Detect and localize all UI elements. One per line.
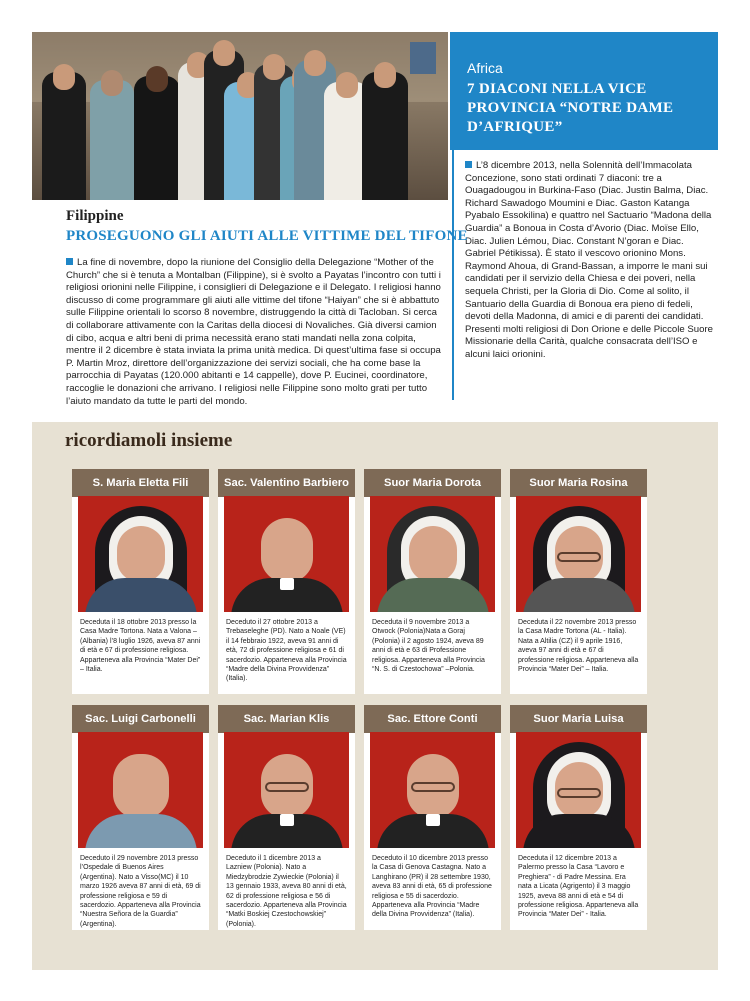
- card-name: Suor Maria Dorota: [364, 469, 501, 497]
- card-text: Deceduta il 9 novembre 2013 a Otwock (Polonia)Nata a Goraj (Polonia) il 2 agosto 1924, aveva 89 anni di età e 63 di Professione religiosa. Apparteneva alla Provincia “N. S. di Czestochowa” –Polonia.: [372, 619, 485, 674]
- card-name: Sac. Marian Klis: [218, 705, 355, 733]
- portrait-photo: [224, 496, 349, 612]
- card-name: Suor Maria Rosina: [510, 469, 647, 497]
- africa-divider: [452, 150, 454, 400]
- memorial-card: [364, 469, 501, 694]
- philippines-title: PROSEGUONO GLI AIUTI ALLE VITTIME DEL TIFONE: [66, 228, 468, 244]
- memorial-card: [218, 469, 355, 694]
- memorial-card: [510, 469, 647, 694]
- memorial-card: [72, 705, 209, 930]
- card-text: Deceduta il 18 ottobre 2013 presso la Casa Madre Tortona. Nata a Valona – (Albania) l’8 luglio 1926, aveva 87 anni di età e 67 di professione religiosa. Apparteneva alla Provincia “Mater Dei” – Italia.: [80, 619, 201, 674]
- portrait-photo: [516, 496, 641, 612]
- portrait-photo: [78, 496, 203, 612]
- card-name: Suor Maria Luisa: [510, 705, 647, 733]
- memorial-card: [510, 705, 647, 930]
- card-text: Deceduto il 29 novembre 2013 presso l’Ospedale di Buenos Aires (Argentina). Nato a Visso(MC) il 10 marzo 1926 aveva 87 anni di età, 69 di professione religiosa e 59 di sacerdozio. Apparteneva alla Provincia “Nuestra Señora de la Guardia” (Argentina).: [80, 855, 201, 928]
- card-text: Deceduto il 27 ottobre 2013 a Trebaseleghe (PD). Nato a Noale (VE) il 14 febbraio 1922, aveva 91 anni di età, 72 di professione religiosa e 61 di sacerdozio. Apparteneva alla Provincia “Madre della Divina Provvidenza” (Italia).: [226, 619, 347, 683]
- africa-title: 7 DIACONI NELLA VICE PROVINCIA “NOTRE DAME D’AFRIQUE”: [467, 81, 674, 135]
- portrait-photo: [516, 732, 641, 848]
- philippines-region: Filippine: [66, 208, 124, 224]
- africa-header: [450, 32, 718, 150]
- africa-body: L’8 dicembre 2013, nella Solennità dell’Immacolata Concezione, sono stati ordinati 7 diaconi: tre a Ouagadougou in Burkina-Faso (Diac. Justin Balma, Diac. Richard Sawadogo Moumini e Diac. Gaston Katanga Pyabalo Essokilina) e quattro nel Sactuario “Madona della Guardia” a Bonoua in Costa d’Avorio (Diac. Moïse Ello, Diac. Julien Lémou, Diac. Constant N’goran e Diac. Gabriel Pétikissa). È stato il vescovo orionino Mons. Raymond Ahoua, di Grand-Bassan, a imporre le mani sui candidati per il servizio della Chiesa e dei poveri, nella sequela Christi, per la Gloria di Dio. Come al solito, il Santuario della Guardia di Bonoua era pieno di fedeli, devoti della Madonna, di amici e di parenti dei candidati. Presenti molti religiosi di Don Orione e delle Piccole Suore Missionarie della Carità, qualche consacrata dell’ISO e alcuni laici orionini.: [465, 160, 713, 360]
- memorial-title: ricordiamoli insieme: [65, 430, 233, 451]
- bullet-square: [465, 161, 472, 168]
- memorial-card: [218, 705, 355, 930]
- bullet-square: [66, 258, 73, 265]
- philippines-body: La fine di novembre, dopo la riunione del Consiglio della Delegazione “Mother of the Church” che si è tenuta a Montalban (Filippine), si è svolto a Payatas l’incontro con tutti i religiosi orionini nelle Filippine, i consiglieri di Delegazione e il Delegato. I religiosi hanno discusso di come programmare gli aiuti alle vittime del tifone “Haiyan” che si è abbattuto sulle Filippine orientali lo scorso 8 novembre, distruggendo la città di Tacloban. Si cerca di collaborare attivamente con la Caritas della diocesi di Novaliches. Già diversi camion di cibo, acqua e altri beni di prima necessità erano stati mandati nella zona colpita, mentre il 2 dicembre è stata inviata la prima unità medica. Di quest’ultima fase si occupa P. Martin Mroz, direttore dell’organizzazione dei servizi sociali, che ha come base la parrocchia di Payatas (120.000 abitanti e 14 cappelle), dove P. Eucinei, coordinatore, raccoglie le donazioni che arrivano. I religiosi nelle Filippine sono molto grati per tutto l’aiuto mandato da tutte le parti del mondo.: [66, 257, 441, 407]
- card-name: Sac. Valentino Barbiero: [218, 469, 355, 497]
- card-text: Deceduto il 1 dicembre 2013 a Lazniew (Polonia). Nato a Miedzybrodzie Zywieckie (Polonia) il 13 gennaio 1933, aveva 80 anni di età, 62 di professione religiosa e 56 di sacerdozio. Apparteneva alla Provincia “Matki Boskiej Czestochowskiej” (Polonia).: [226, 855, 347, 928]
- africa-region: Africa: [467, 60, 503, 76]
- card-text: Deceduta il 22 novembre 2013 presso la Casa Madre Tortona (AL - Italia). Nata a Altilia (CZ) il 9 aprile 1916, aveva 97 anni di età e 67 di professione religiosa. Apparteneva alla Provincia “Mater Dei” – Italia.: [518, 619, 639, 674]
- memorial-card: [72, 469, 209, 694]
- portrait-photo: [370, 496, 495, 612]
- africa-article: [465, 160, 713, 362]
- philippines-article: [66, 257, 441, 408]
- memorial-section: [32, 422, 718, 970]
- group-photo: [32, 32, 448, 200]
- card-name: Sac. Ettore Conti: [364, 705, 501, 733]
- memorial-card: [364, 705, 501, 930]
- card-text: Deceduto il 10 dicembre 2013 presso la Casa di Genova Castagna. Nato a Langhirano (PR) il 28 settembre 1930, aveva 83 anni di età, 65 di professione religiosa e 55 di sacerdozio. Apparteneva alla Provincia “Madre della Divina Provvidenza” (Italia).: [372, 855, 492, 919]
- portrait-photo: [78, 732, 203, 848]
- portrait-photo: [370, 732, 495, 848]
- portrait-photo: [224, 732, 349, 848]
- card-name: Sac. Luigi Carbonelli: [72, 705, 209, 733]
- card-name: S. Maria Eletta Fili: [72, 469, 209, 497]
- card-text: Deceduta il 12 dicembre 2013 a Palermo presso la Casa “Lavoro e Preghiera” - di Padre Messina. Era nata a Licata (Agrigento) il 3 maggio 1925, aveva 88 anni di età e 54 di professione religiosa. Apparteneva alla Provincia “Mater Dei” - Italia.: [518, 855, 639, 919]
